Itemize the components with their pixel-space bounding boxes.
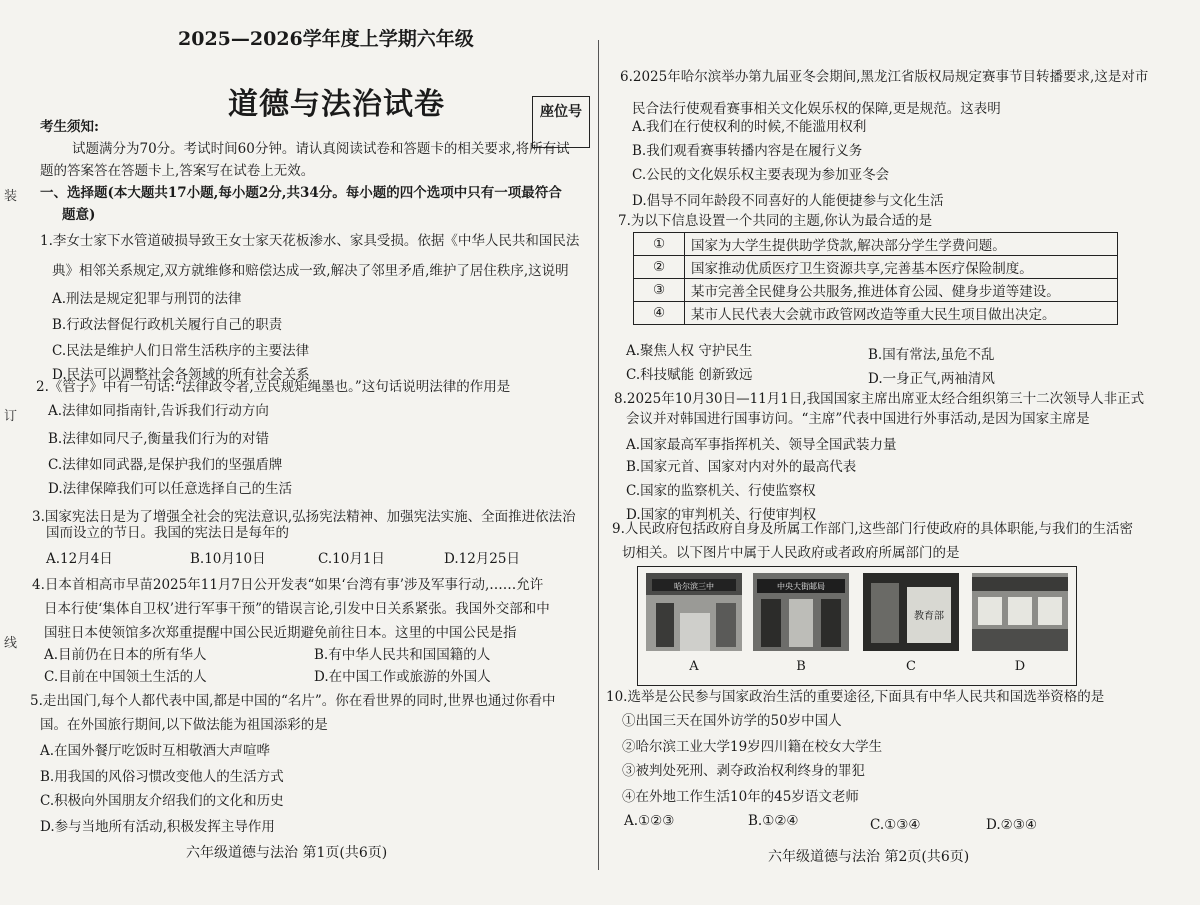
- info-table: [633, 232, 1118, 325]
- row-text: 国家为大学生提供助学贷款,解决部分学生学费问题。: [685, 233, 1118, 256]
- option: A.我们在行使权利的时候,不能滥用权利: [632, 119, 867, 135]
- question-8-text: 8.2025年10月30日—11月1日,我国国家主席出席亚太经合组织第三十二次领导人非正式: [614, 391, 1145, 407]
- option: C.目前在中国领土生活的人: [44, 669, 207, 685]
- list-item: ②哈尔滨工业大学19岁四川籍在校女大学生: [622, 739, 883, 755]
- page-footer: 六年级道德与法治 第2页(共6页): [768, 849, 970, 865]
- seat-number-label: 座位号: [540, 104, 582, 120]
- option: B.行政法督促行政机关履行自己的职责: [52, 317, 283, 333]
- row-text: 某市完善全民健身公共服务,推进体育公园、健身步道等建设。: [685, 279, 1118, 302]
- photo-label: B: [796, 659, 806, 674]
- photo-sign: 教育部: [914, 611, 944, 622]
- question-3-text: 国而设立的节日。我国的宪法日是每年的: [46, 525, 289, 541]
- option: A.刑法是规定犯罪与刑罚的法律: [52, 291, 242, 307]
- question-9-text: 9.人民政府包括政府自身及所属工作部门,这些部门行使政府的具体职能,与我们的生活密: [612, 521, 1133, 537]
- option: B.10月10日: [190, 551, 266, 567]
- question-10-text: 10.选举是公民参与国家政治生活的重要途径,下面具有中华人民共和国选举资格的是: [606, 689, 1105, 705]
- option: A.12月4日: [46, 551, 113, 567]
- option: C.民法是维护人们日常生活秩序的主要法律: [52, 343, 310, 359]
- option: A.①②③: [624, 813, 675, 829]
- list-item: ①出国三天在国外访学的50岁中国人: [622, 713, 842, 729]
- question-1-text: 1.李女士家下水管道破损导致王女士家天花板渗水、家具受损。依据《中华人民共和国民法: [40, 233, 580, 249]
- table-row: [634, 256, 1118, 279]
- option: B.国家元首、国家对内对外的最高代表: [626, 459, 857, 475]
- option: C.公民的文化娱乐权主要表现为参加亚冬会: [632, 167, 890, 183]
- row-number: ②: [634, 256, 685, 279]
- question-1-text: 典》相邻关系规定,双方就维修和赔偿达成一致,解决了邻里矛盾,维护了居住秩序,这说明: [52, 263, 569, 279]
- option: A.国家最高军事指挥机关、领导全国武装力量: [626, 437, 897, 453]
- question-4-text: 国驻日本使领馆多次郑重提醒中国公民近期避免前往日本。这里的中国公民是指: [44, 625, 517, 641]
- option: C.科技赋能 创新致远: [626, 367, 753, 383]
- option: D.参与当地所有活动,积极发挥主导作用: [40, 819, 275, 835]
- question-4-text: 日本行使‘集体自卫权’进行军事干预”的错误言论,引发中日关系紧张。我国外交部和中: [44, 601, 550, 617]
- storefront-image: [972, 573, 1068, 651]
- option: C.积极向外国朋友介绍我们的文化和历史: [40, 793, 284, 809]
- option: D.12月25日: [444, 551, 520, 567]
- option: B.①②④: [748, 813, 799, 829]
- photo-label: C: [906, 659, 916, 674]
- question-6-text: 民合法行使观看赛事相关文化娱乐权的保障,更是规范。这表明: [632, 101, 1001, 117]
- option: B.法律如同尺子,衡量我们行为的对错: [48, 431, 270, 447]
- option: D.一身正气,两袖清风: [868, 371, 995, 387]
- table-row: [634, 279, 1118, 302]
- option: C.①③④: [870, 817, 921, 833]
- exam-title-subject: 道德与法治试卷: [228, 87, 445, 122]
- photo-b-post-office: [753, 573, 849, 651]
- row-text: 国家推动优质医疗卫生资源共享,完善基本医疗保险制度。: [685, 256, 1118, 279]
- option: B.我们观看赛事转播内容是在履行义务: [632, 143, 863, 159]
- row-number: ①: [634, 233, 685, 256]
- option: A.聚焦人权 守护民生: [626, 343, 753, 359]
- table-row: [634, 233, 1118, 256]
- binding-mark-xian: 线: [4, 636, 18, 651]
- row-text: 某市人民代表大会就市政管网改造等重大民生项目做出决定。: [685, 302, 1118, 325]
- option: B.用我国的风俗习惯改变他人的生活方式: [40, 769, 284, 785]
- photo-c-ministry: [863, 573, 959, 651]
- question-8-text: 会议并对韩国进行国事访问。“主席”代表中国进行外事活动,是因为国家主席是: [626, 411, 1090, 427]
- notice-heading: 考生须知:: [40, 119, 99, 135]
- question-5-text: 5.走出国门,每个人都代表中国,都是中国的“名片”。你在看世界的同时,世界也通过你看中: [30, 693, 556, 709]
- question-2-text: 2.《管子》中有一句话:“法律政令者,立民规矩绳墨也。”这句话说明法律的作用是: [36, 379, 511, 395]
- option: B.国有常法,虽危不乱: [868, 347, 995, 363]
- exam-title-line1: 2025—2026学年度上学期六年级: [178, 28, 474, 50]
- photo-label: A: [689, 659, 699, 674]
- binding-mark-ding: 订: [4, 409, 18, 424]
- question-4-text: 4.日本首相高市早苗2025年11月7日公开发表“如果‘台湾有事’涉及军事行动,……允许: [32, 577, 544, 593]
- section-heading: 一、选择题(本大题共17小题,每小题2分,共34分。每小题的四个选项中只有一项最符合: [40, 185, 562, 201]
- option: D.民法可以调整社会各领域的所有社会关系: [52, 367, 310, 383]
- photo-sign: 哈尔滨三中: [674, 582, 714, 591]
- binding-mark-zhuang: 装: [4, 189, 18, 204]
- option: D.②③④: [986, 817, 1037, 833]
- option: A.在国外餐厅吃饭时互相敬酒大声喧哗: [40, 743, 271, 759]
- option: C.国家的监察机关、行使监察权: [626, 483, 816, 499]
- list-item: ③被判处死刑、剥夺政治权利终身的罪犯: [622, 763, 865, 779]
- ministry-building-image: [863, 573, 959, 651]
- section-heading: 题意): [62, 207, 96, 223]
- question-9-text: 切相关。以下图片中属于人民政府或者政府所属部门的是: [622, 545, 960, 561]
- list-item: ④在外地工作生活10年的45岁语文老师: [622, 789, 859, 805]
- notice-line: 试题满分为70分。考试时间60分钟。请认真阅读试卷和答题卡的相关要求,将所有试: [72, 141, 570, 157]
- option: C.法律如同武器,是保护我们的坚强盾牌: [48, 457, 283, 473]
- photo-a-school: [646, 573, 742, 651]
- table-row: [634, 302, 1118, 325]
- option: A.法律如同指南针,告诉我们行动方向: [48, 403, 269, 419]
- question-7-text: 7.为以下信息设置一个共同的主题,你认为最合适的是: [618, 213, 933, 229]
- photo-label: D: [1014, 659, 1026, 674]
- photo-sign: 中央大街邮局: [777, 582, 825, 591]
- option: D.倡导不同年龄段不同喜好的人能便捷参与文化生活: [632, 193, 944, 209]
- option: B.有中华人民共和国国籍的人: [314, 647, 491, 663]
- option: D.在中国工作或旅游的外国人: [314, 669, 491, 685]
- question-6-text: 6.2025年哈尔滨举办第九届亚冬会期间,黑龙江省版权局规定赛事节目转播要求,这是对市: [620, 69, 1149, 85]
- q9-photo-strip: [637, 566, 1077, 686]
- option: D.法律保障我们可以任意选择自己的生活: [48, 481, 293, 497]
- question-3-text: 3.国家宪法日是为了增强全社会的宪法意识,弘扬宪法精神、加强宪法实施、全面推进依法治: [32, 509, 576, 525]
- post-office-image: [753, 573, 849, 651]
- option: C.10月1日: [318, 551, 385, 567]
- option: A.目前仍在日本的所有华人: [44, 647, 207, 663]
- question-5-text: 国。在外国旅行期间,以下做法能为祖国添彩的是: [40, 717, 328, 733]
- row-number: ③: [634, 279, 685, 302]
- page-footer: 六年级道德与法治 第1页(共6页): [186, 845, 388, 861]
- row-number: ④: [634, 302, 685, 325]
- photo-d-storefront: [972, 573, 1068, 651]
- notice-line: 题的答案答在答题卡上,答案写在试卷上无效。: [40, 163, 315, 179]
- school-gate-image: [646, 573, 742, 651]
- option: D.国家的审判机关、行使审判权: [626, 507, 817, 523]
